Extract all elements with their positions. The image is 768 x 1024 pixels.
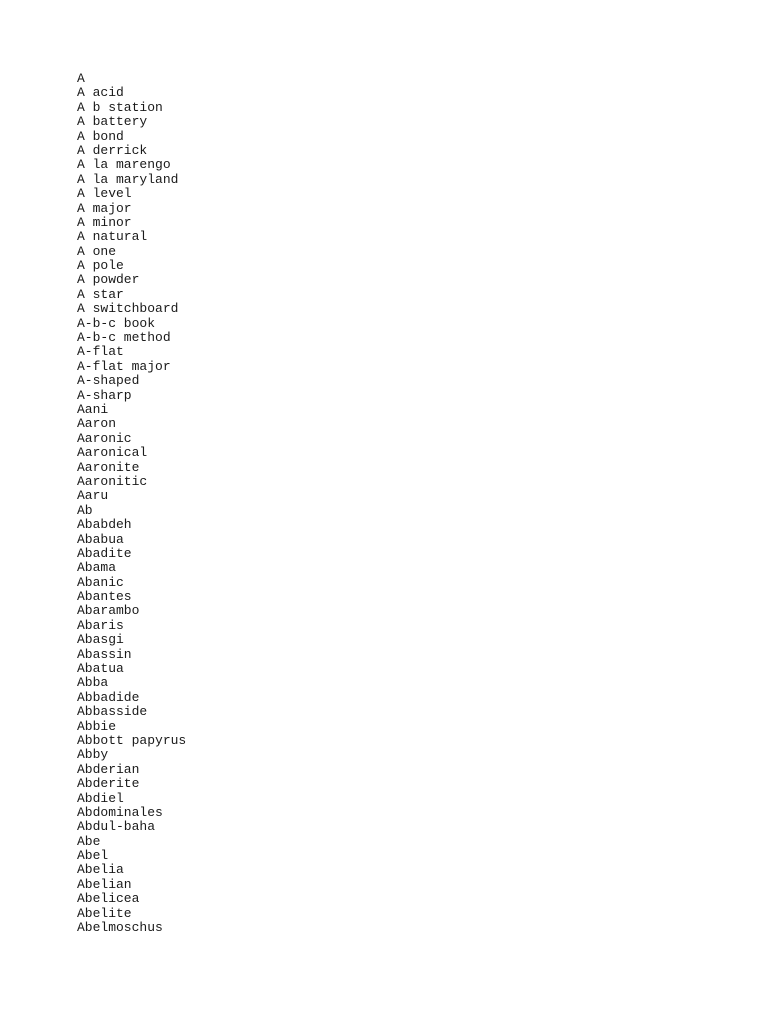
word-entry: Abaris: [77, 617, 124, 633]
word-entry: Abel: [77, 848, 109, 864]
word-entry: Aaronic: [77, 430, 132, 446]
word-entry: Ababua: [77, 531, 124, 547]
word-entry: A acid: [77, 85, 124, 101]
word-entry: Abassin: [77, 646, 132, 662]
word-entry: A-shaped: [77, 373, 140, 389]
word-list: [77, 72, 186, 935]
word-entry: A major: [77, 200, 132, 216]
word-entry: Abasgi: [77, 632, 124, 648]
word-entry: Abanic: [77, 574, 124, 590]
word-entry: Aani: [77, 401, 109, 417]
word-entry: Abdul-baha: [77, 819, 156, 835]
word-entry: Aaronite: [77, 459, 140, 475]
word-entry: Aaron: [77, 416, 117, 432]
word-entry: Abbadide: [77, 689, 140, 705]
word-entry: Abama: [77, 560, 117, 576]
word-entry: Aaru: [77, 488, 109, 504]
word-entry: A: [77, 71, 85, 86]
word-entry: Abdiel: [77, 790, 124, 806]
word-entry: A bond: [77, 128, 124, 144]
word-entry: A-b-c book: [77, 315, 156, 331]
word-entry: Abelian: [77, 876, 132, 892]
word-entry: Ababdeh: [77, 517, 132, 533]
word-entry: Abelia: [77, 862, 124, 878]
word-entry: Abdominales: [77, 804, 163, 820]
word-entry: A la maryland: [77, 171, 179, 187]
word-entry: Abderite: [77, 776, 140, 792]
word-entry: Abderian: [77, 761, 140, 777]
word-entry: Aaronitic: [77, 473, 148, 489]
word-entry: Ab: [77, 502, 93, 518]
word-entry: Abe: [77, 833, 101, 849]
word-entry: A derrick: [77, 142, 148, 158]
word-entry: Abantes: [77, 589, 132, 605]
word-entry: A la marengo: [77, 157, 171, 173]
word-entry: A-flat: [77, 344, 124, 360]
word-entry: Abbie: [77, 718, 117, 734]
word-entry: Abbasside: [77, 704, 148, 720]
word-entry: A natural: [77, 229, 148, 245]
word-entry: A one: [77, 243, 117, 259]
word-entry: A battery: [77, 114, 148, 130]
word-entry: Abelicea: [77, 891, 140, 907]
word-entry: A-sharp: [77, 387, 132, 403]
word-entry: A star: [77, 286, 124, 302]
word-entry: Abelite: [77, 905, 132, 921]
word-entry: A switchboard: [77, 301, 179, 317]
word-entry: Abatua: [77, 661, 124, 677]
word-entry: Abelmoschus: [77, 920, 163, 936]
word-entry: Abadite: [77, 545, 132, 561]
word-entry: A b station: [77, 99, 163, 115]
word-entry: Abba: [77, 675, 109, 691]
word-entry: A minor: [77, 214, 132, 230]
word-entry: Abby: [77, 747, 109, 763]
word-entry: A-b-c method: [77, 330, 171, 346]
word-entry: Abbott papyrus: [77, 732, 187, 748]
word-entry: A-flat major: [77, 358, 171, 374]
word-entry: A level: [77, 186, 132, 202]
word-entry: Aaronical: [77, 445, 148, 461]
word-entry: A powder: [77, 272, 140, 288]
word-entry: A pole: [77, 258, 124, 274]
word-entry: Abarambo: [77, 603, 140, 619]
